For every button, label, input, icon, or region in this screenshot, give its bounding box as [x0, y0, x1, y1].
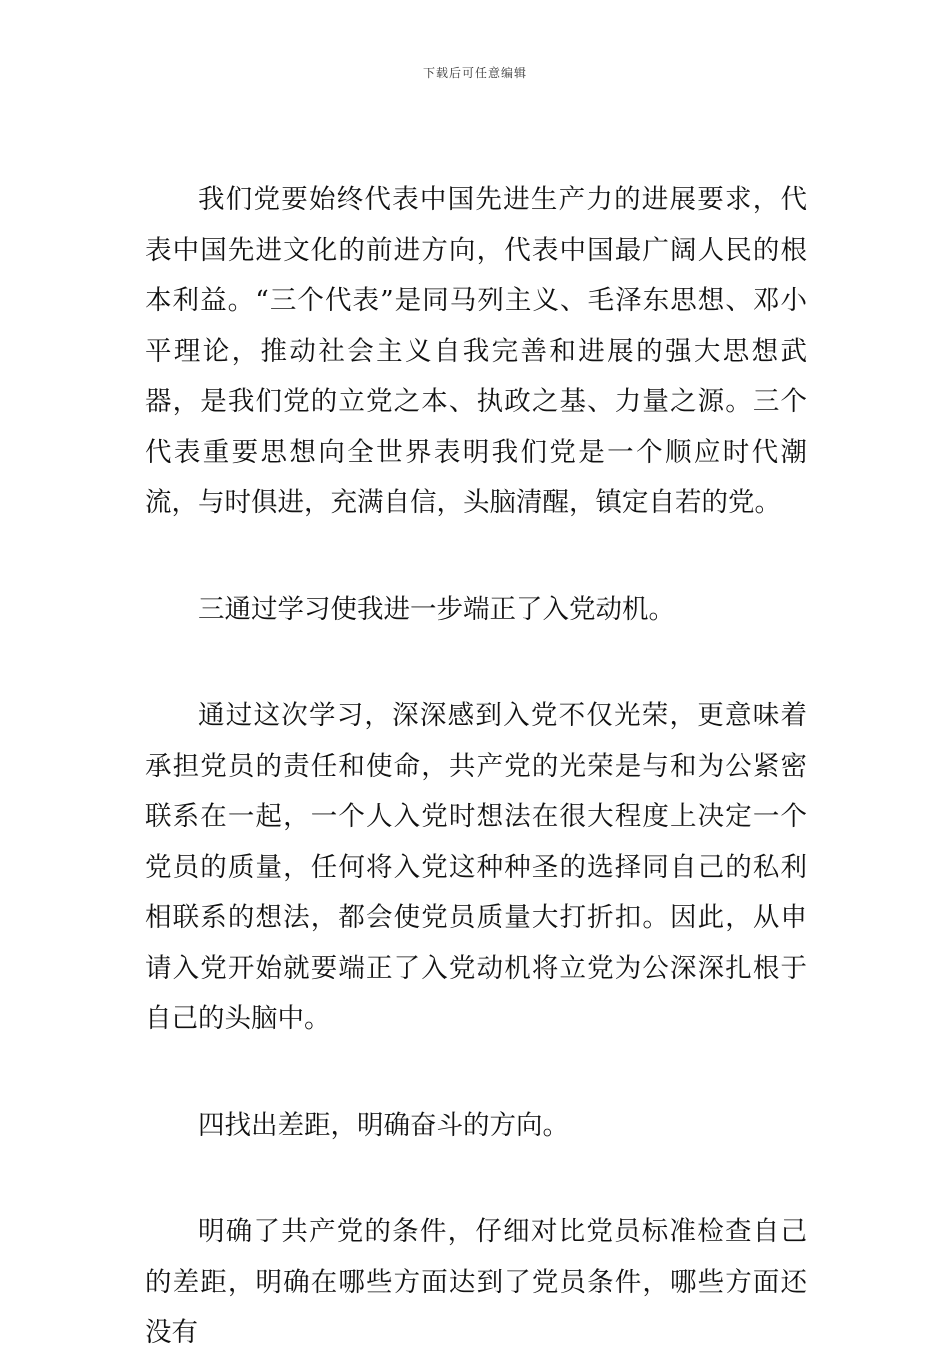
- section-heading-four: 四找出差距，明确奋斗的方向。: [198, 1109, 569, 1141]
- paragraph-gap-analysis: 明确了共产党的条件，仔细对比党员标准检查自己的差距，明确在哪些方面达到了党员条件，哪些方面还没有: [145, 1216, 807, 1348]
- section-heading-three: 三通过学习使我进一步端正了入党动机。: [198, 593, 675, 625]
- paragraph-motivation: 通过这次学习，深深感到入党不仅光荣，更意味着承担党员的责任和使命，共产党的光荣是与和为公紧密联系在一起，一个人入党时想法在很大程度上决定一个党员的质量，任何将入党这种种圣的选择同自己的私利相联系的想法，都会使党员质量大打折扣。因此，从申请入党开始就要端正了入党动机将立党为公深深扎根于自己的头脑中。: [145, 700, 807, 1034]
- paragraph-spacer: [145, 1151, 807, 1207]
- paragraph-three-represents: 我们党要始终代表中国先进生产力的进展要求，代表中国先进文化的前进方向，代表中国最广阔人民的根本利益。“三个代表”是同马列主义、毛泽东思想、邓小平理论，推动社会主义自我完善和进展的强大思想武器，是我们党的立党之本、执政之基、力量之源。三个代表重要思想向全世界表明我们党是一个顺应时代潮流，与时俱进，充满自信，头脑清醒，镇定自若的党。: [145, 184, 807, 518]
- paragraph-spacer: [145, 1045, 807, 1101]
- paragraph-spacer: [145, 529, 807, 585]
- page-header: 下载后可任意编辑: [422, 66, 527, 80]
- paragraph-spacer: [145, 635, 807, 691]
- document-body: [145, 175, 807, 1359]
